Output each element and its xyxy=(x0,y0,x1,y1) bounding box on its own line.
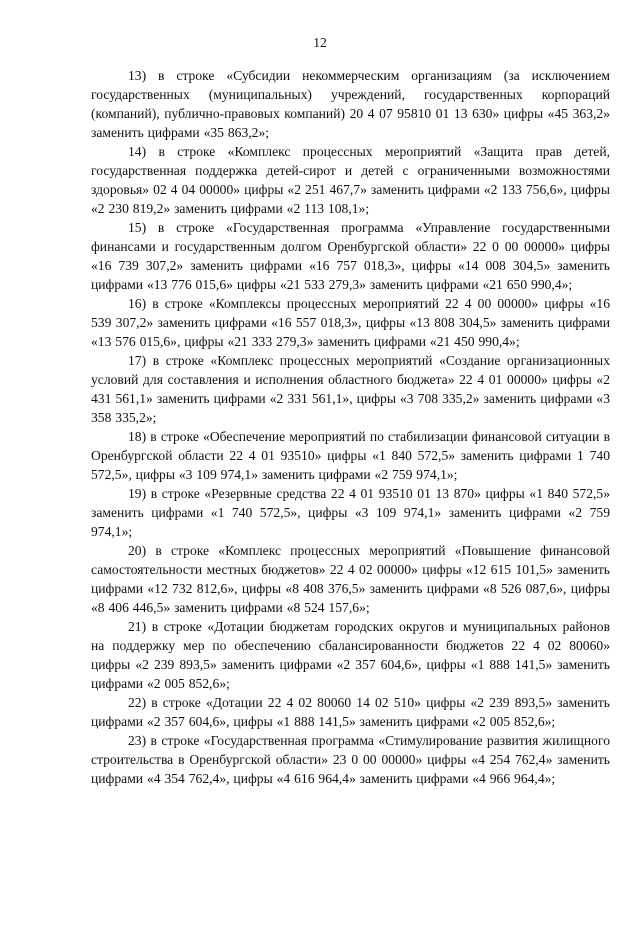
list-item-21: 21) в строке «Дотации бюджетам городских округов и муниципальных районов на поддержку мер по обеспечению сбалансированности бюджетов 22 4 02 80060» цифры «2 239 893,5» заменить цифрами «2 357 604,6», цифры «1 888 141,5» заменить цифрами «2 005 852,6»; xyxy=(91,619,610,691)
page-number: 12 xyxy=(313,35,327,50)
list-item-19: 19) в строке «Резервные средства 22 4 01 93510 01 13 870» цифры «1 840 572,5» заменить цифрами «1 740 572,5», цифры «3 109 974,1» заменить цифрами «2 759 974,1»; xyxy=(91,486,610,539)
document-body xyxy=(91,66,610,788)
list-item-22: 22) в строке «Дотации 22 4 02 80060 14 02 510» цифры «2 239 893,5» заменить цифрами «2 357 604,6», цифры «1 888 141,5» заменить цифрами «2 005 852,6»; xyxy=(91,695,610,729)
list-item-18: 18) в строке «Обеспечение мероприятий по стабилизации финансовой ситуации в Оренбургской области 22 4 01 93510» цифры «1 840 572,5» заменить цифрами 1 740 572,5», цифры «3 109 974,1» заменить цифрами «2 759 974,1»; xyxy=(91,429,610,482)
list-item-16: 16) в строке «Комплексы процессных мероприятий 22 4 00 00000» цифры «16 539 307,2» заменить цифрами «16 557 018,3», цифры «13 808 304,5» заменить цифрами «13 576 015,6», цифры «21 333 279,3» заменить цифрами «21 450 990,4»; xyxy=(91,296,610,349)
list-item-23: 23) в строке «Государственная программа «Стимулирование развития жилищного строительства в Оренбургской области» 23 0 00 00000» цифры «4 254 762,4» заменить цифрами «4 354 762,4», цифры «4 616 964,4» заменить цифрами «4 966 964,4»; xyxy=(91,733,610,786)
list-item-17: 17) в строке «Комплекс процессных мероприятий «Создание организационных условий для составления и исполнения областного бюджета» 22 4 01 00000» цифры «2 431 561,1» заменить цифрами «2 331 561,1», цифры «3 708 335,2» заменить цифрами «3 358 335,2»; xyxy=(91,353,610,425)
list-item-14: 14) в строке «Комплекс процессных мероприятий «Защита прав детей, государственная поддержка детей-сирот и детей с ограниченными возможностями здоровья» 02 4 04 00000» цифры «2 251 467,7» заменить цифрами «2 133 756,6», цифры «2 230 819,2» заменить цифрами «2 113 108,1»; xyxy=(91,144,610,216)
list-item-15: 15) в строке «Государственная программа «Управление государственными финансами и государственным долгом Оренбургской области» 22 0 00 00000» цифры «16 739 307,2» заменить цифрами «16 757 018,3», цифры «14 008 304,5» заменить цифрами «13 776 015,6» цифры «21 533 279,3» заменить цифрами «21 650 990,4»; xyxy=(91,220,610,292)
list-item-13: 13) в строке «Субсидии некоммерческим организациям (за исключением государственных (муниципальных) учреждений, государственных корпораций (компаний), публично-правовых компаний) 20 4 07 95810 01 13 630» цифры «45 363,2» заменить цифрами «35 863,2»; xyxy=(91,68,610,140)
list-item-20: 20) в строке «Комплекс процессных мероприятий «Повышение финансовой самостоятельности местных бюджетов» 22 4 02 00000» цифры «12 615 101,5» заменить цифрами «12 732 812,6», цифры «8 408 376,5» заменить цифрами «8 526 087,6», цифры «8 406 446,5» заменить цифрами «8 524 157,6»; xyxy=(91,543,610,615)
